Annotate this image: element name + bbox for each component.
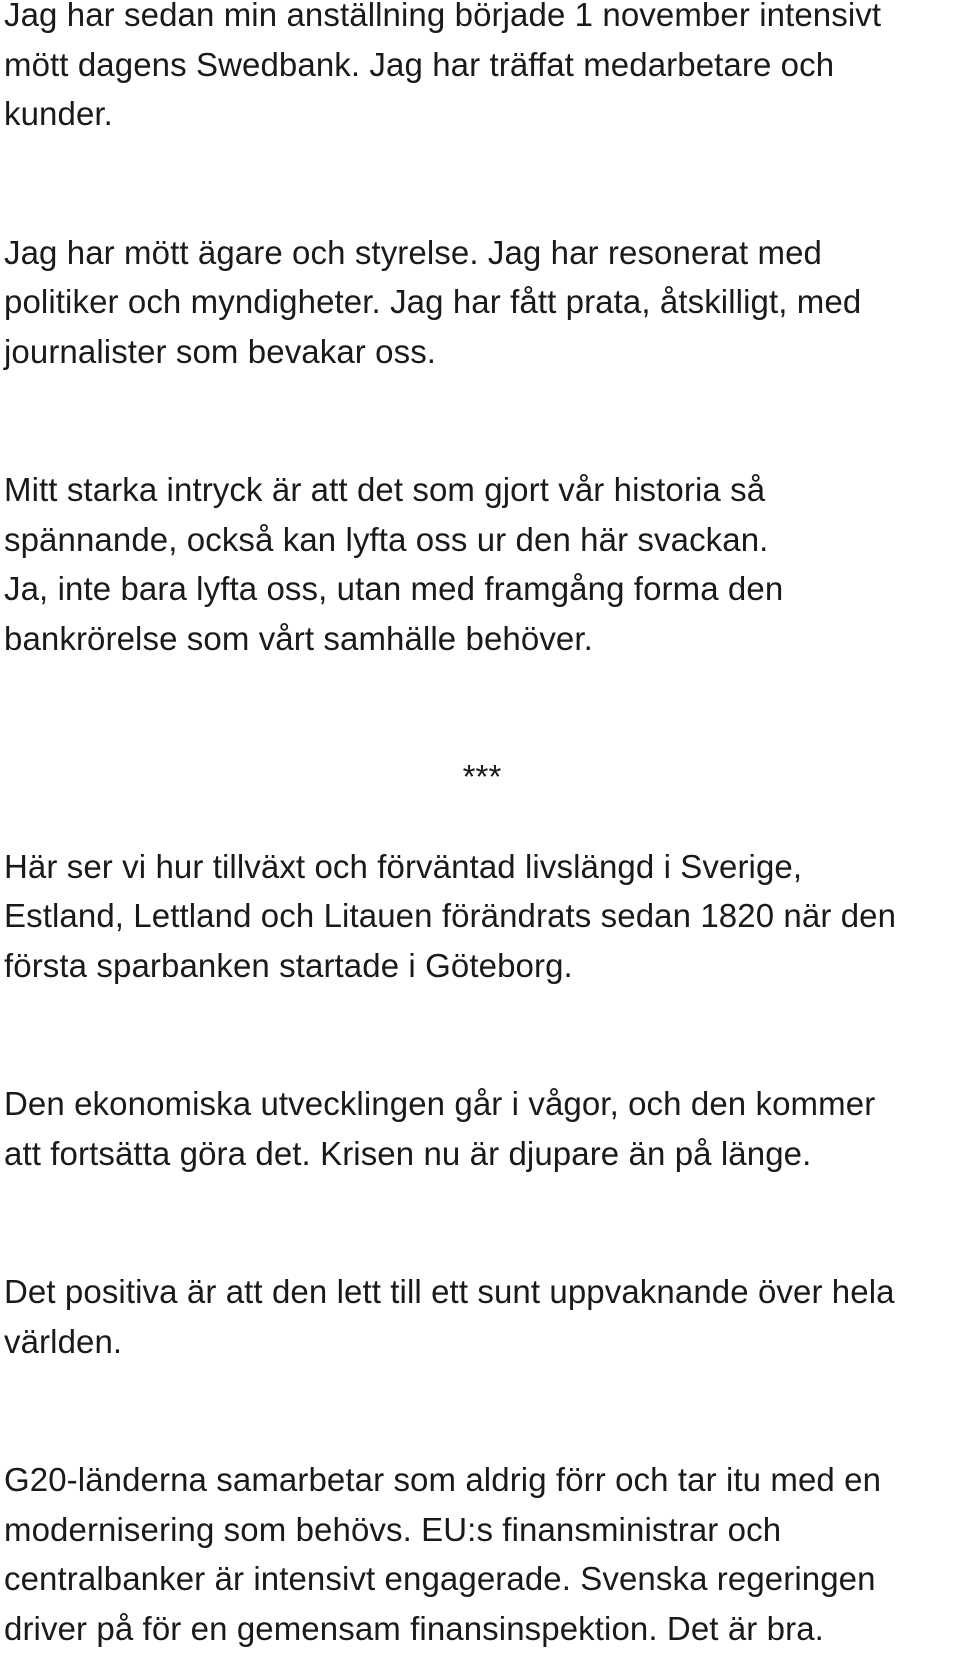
text-line: centralbanker är intensivt engagerade. Svenska regeringen: [4, 1554, 960, 1604]
text-line: Ja, inte bara lyfta oss, utan med framgång forma den: [4, 564, 960, 614]
paragraph-meetings: [4, 228, 960, 377]
paragraph-economy: [4, 1079, 960, 1178]
paragraph-gap: [4, 376, 960, 465]
text-line: G20-länderna samarbetar som aldrig förr och tar itu med en: [4, 1455, 960, 1505]
text-line: världen.: [4, 1317, 960, 1367]
paragraph-growth: [4, 842, 960, 991]
text-line: Det positiva är att den lett till ett sunt uppvaknande över hela: [4, 1267, 960, 1317]
text-line: driver på för en gemensam finansinspektion. Det är bra.: [4, 1604, 960, 1653]
text-line: Mitt starka intryck är att det som gjort vår historia så: [4, 465, 960, 515]
text-line: Här ser vi hur tillväxt och förväntad livslängd i Sverige,: [4, 842, 960, 892]
paragraph-gap: [4, 802, 960, 842]
text-line: att fortsätta göra det. Krisen nu är djupare än på länge.: [4, 1129, 960, 1179]
paragraph-gap: [4, 663, 960, 752]
paragraph-gap: [4, 990, 960, 1079]
text-line: bankrörelse som vårt samhälle behöver.: [4, 614, 960, 664]
text-line: Estland, Lettland och Litauen förändrats sedan 1820 när den: [4, 891, 960, 941]
section-separator: ***: [4, 752, 960, 802]
text-line: politiker och myndigheter. Jag har fått prata, åtskilligt, med: [4, 277, 960, 327]
text-line: mött dagens Swedbank. Jag har träffat medarbetare och: [4, 40, 960, 90]
text-line: Jag har sedan min anställning började 1 november intensivt: [4, 0, 960, 40]
paragraph-gap: [4, 1178, 960, 1267]
paragraph-impression: [4, 465, 960, 663]
paragraph-positive: [4, 1267, 960, 1366]
paragraph-gap: [4, 139, 960, 228]
text-line: spännande, också kan lyfta oss ur den här svackan.: [4, 515, 960, 565]
paragraph-gap: [4, 1366, 960, 1455]
text-line: Jag har mött ägare och styrelse. Jag har resonerat med: [4, 228, 960, 278]
paragraph-employment: [4, 0, 960, 139]
text-line: modernisering som behövs. EU:s finansministrar och: [4, 1505, 960, 1555]
document-page: [4, 0, 960, 1653]
text-line: kunder.: [4, 89, 960, 139]
text-line: journalister som bevakar oss.: [4, 327, 960, 377]
text-line: Den ekonomiska utvecklingen går i vågor, och den kommer: [4, 1079, 960, 1129]
text-line: första sparbanken startade i Göteborg.: [4, 941, 960, 991]
paragraph-g20: [4, 1455, 960, 1653]
